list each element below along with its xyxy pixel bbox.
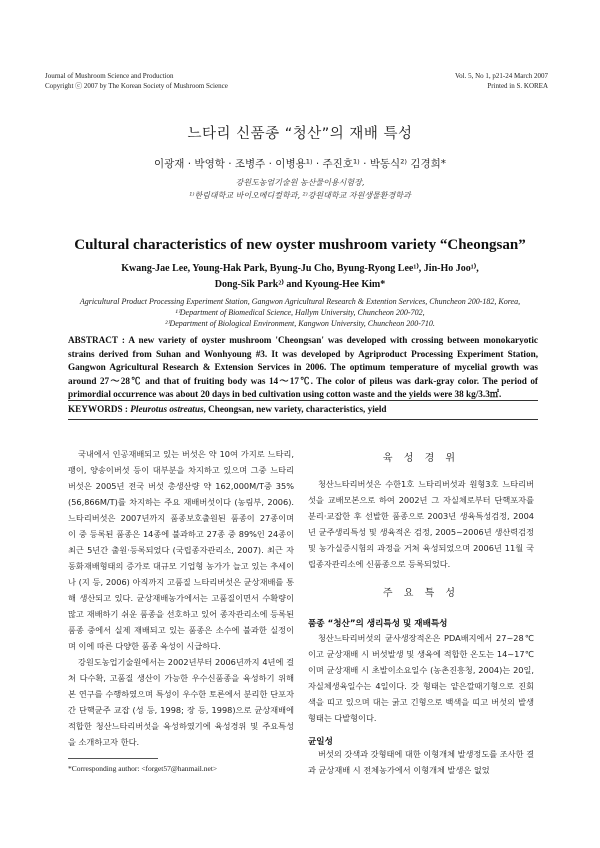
subsection-heading-physiology: 품종 “청산”의 생리특성 및 재배특성 — [308, 619, 448, 629]
corresponding-author-footnote: *Corresponding author: <forget57@hanmail.net> — [68, 764, 218, 773]
breeding-paragraph: 청산느타리버섯은 수한1호 느타리버섯과 원형3호 느타리버섯을 교배모본으로 하여 2002년 그 자실체로부터 단핵포자를 분리·교잡한 후 선발한 품종으로 2003년 생육특성검정, 2004년 균주생리특성 및 생육적온 검정, 2005~2006년 생산력검정 및 농가실증시험의 과정을 거쳐 육성되었으며 2006년 11월 국립종자관리소에 신품종으로 등록되었다. — [308, 479, 534, 569]
footnote-rule — [68, 758, 158, 759]
korean-title: 느타리 신품종 “청산”의 재배 특성 — [187, 126, 413, 142]
english-title: Cultural characteristics of new oyster mushroom variety “Cheongsan” — [74, 237, 526, 253]
english-affiliation-3: ²⁾Department of Biological Environment, Kangwon University, Chuncheon 200-710. — [165, 319, 435, 328]
intro-paragraph-2: 강원도농업기술원에서는 2002년부터 2006년까지 4년에 걸쳐 다수확, 고품질 생산이 가능한 우수신품종을 육성하기 위해 본 연구를 수행하였으며 특성이 우수한 토론에서 분리한 단포자간 단핵균주 교잡 (성 등, 1998; 장 등, 1998)으로 균상재배에 적합한 청산느타리버섯을 육성하였기에 육성경위 및 주요특성을 소개하고자 한다. — [68, 657, 294, 747]
volume-header — [455, 71, 548, 91]
english-authors-line2: Dong-Sik Park²⁾ and Kyoung-Hee Kim* — [214, 279, 386, 290]
physiology-text — [308, 630, 534, 726]
english-authors-line1: Kwang-Jae Lee, Young-Hak Park, Byung-Ju Cho, Byung-Ryong Lee¹⁾, Jin-Ho Joo¹⁾, — [121, 263, 479, 274]
journal-header — [45, 71, 228, 91]
left-column — [68, 446, 294, 750]
abstract — [68, 334, 538, 402]
english-affiliation-2: ¹⁾Department of Biomedical Science, Hallym University, Chuncheon 200-702, — [175, 308, 425, 317]
korean-affiliation-1: 강원도농업기술원 농산물이용시험장, — [235, 178, 365, 187]
copyright-line: Copyright ⓒ 2007 by The Korean Society of Mushroom Science — [45, 82, 228, 90]
intro-paragraph-1: 국내에서 인공재배되고 있는 버섯은 약 10여 가지로 느타리, 팽이, 양송이버섯 등이 대부분을 차지하고 있으며 그중 느타리버섯은 2005년 전국 버섯 총생산량 약 162,000M/T중 35% (56,866M/T)를 차지하는 주요 재배버섯이다 (농림부, 2006). 느타리버섯은 2007년까지 품종보호출원된 품종이 27종이며 이 중 등록된 품종은 14종에 불과하고 27종 중 89%인 24종이 최근 5년간 출원·등록되었다 (국립종자관리소, 2007). 최근 자동화재배형태의 증가로 대규모 기업형 농가가 늘고 있는 추세이나 (지 등, 2006) 아직까지 고품질 느타리버섯은 균상재배를 통해 생산되고 있다. 균상재배농가에서는 고품질이면서 수확량이 많고 재배하기 쉬운 품종을 선호하고 있어 종자관리소에 등록된 품종 중에서 실제 재배되고 있는 품종은 소수에 불과한 실정이며 이에 따른 다양한 품종 육성이 시급하다. — [68, 449, 294, 651]
journal-name: Journal of Mushroom Science and Production — [45, 72, 174, 80]
keywords-divider — [68, 419, 538, 420]
keywords-species: Pleurotus ostreatus — [130, 404, 204, 414]
printed-info: Printed in S. KOREA — [487, 82, 548, 90]
physiology-paragraph: 청산느타리버섯의 균사생장적온은 PDA배지에서 27~28℃이고 균상재배 시 버섯발생 및 생육에 적합한 온도는 14~17℃이며 균상재배 시 초발이소요일수 (농촌진흥청, 2004)는 20일, 자실체생육일수는 4일이다. 갓 형태는 얕은깔때기형으로 진회색을 띠고 있으며 대는 굵고 긴형으로 백색을 띠고 버섯의 발생형태는 다발형이다. — [308, 633, 534, 723]
english-affiliation-1: Agricultural Product Processing Experiment Station, Gangwon Agricultural Research & Extention Services, Chuncheon 200-182, Korea, — [79, 297, 521, 306]
korean-affiliation-2: ¹⁾한림대학교 바이오메디컬학과, ²⁾강원대학교 자원생물환경학과 — [189, 191, 411, 200]
abstract-text: A new variety of oyster mushroom 'Cheongsan' was developed with crossing between monokaryotic strains derived from Suhan and Wonhyoung #3. It was developed by Agriproduct Processing Experiment Station, Gangwon Agricultural Research & Extension Services in 2006. The optimum temperature of mycelial growth was around 27～28℃ and that of fruiting body was 14～17℃. The color of pileus was dark-gray color. The period of primordial occurrence was about 20 days in bed cultivation using cotton waste and the yields were 38 kg/3.3㎡. — [68, 335, 538, 399]
keywords-label: KEYWORDS : — [68, 404, 128, 414]
section-heading-breeding: 육 성 경 위 — [382, 453, 460, 464]
uniformity-text — [308, 746, 534, 778]
volume-info: Vol. 5, No 1, p21-24 March 2007 — [454, 72, 548, 80]
keywords — [68, 404, 538, 414]
subsection-heading-uniformity: 균일성 — [308, 737, 333, 747]
uniformity-paragraph: 버섯의 갓색과 갓형태에 대한 이형개체 발생정도를 조사한 결과 균상재배 시 전체농가에서 이형개체 발생은 없었 — [308, 749, 534, 775]
abstract-divider — [68, 400, 538, 401]
korean-authors: 이광재 · 박영학 · 조병주 · 이병용¹⁾ · 주진호¹⁾ · 박동식²⁾ 김경희* — [153, 158, 447, 170]
section-heading-characteristics: 주 요 특 성 — [382, 588, 460, 599]
breeding-history — [308, 476, 534, 572]
keywords-rest: , Cheongsan, new variety, characteristics, yield — [203, 404, 387, 414]
abstract-label: ABSTRACT : — [68, 335, 125, 345]
